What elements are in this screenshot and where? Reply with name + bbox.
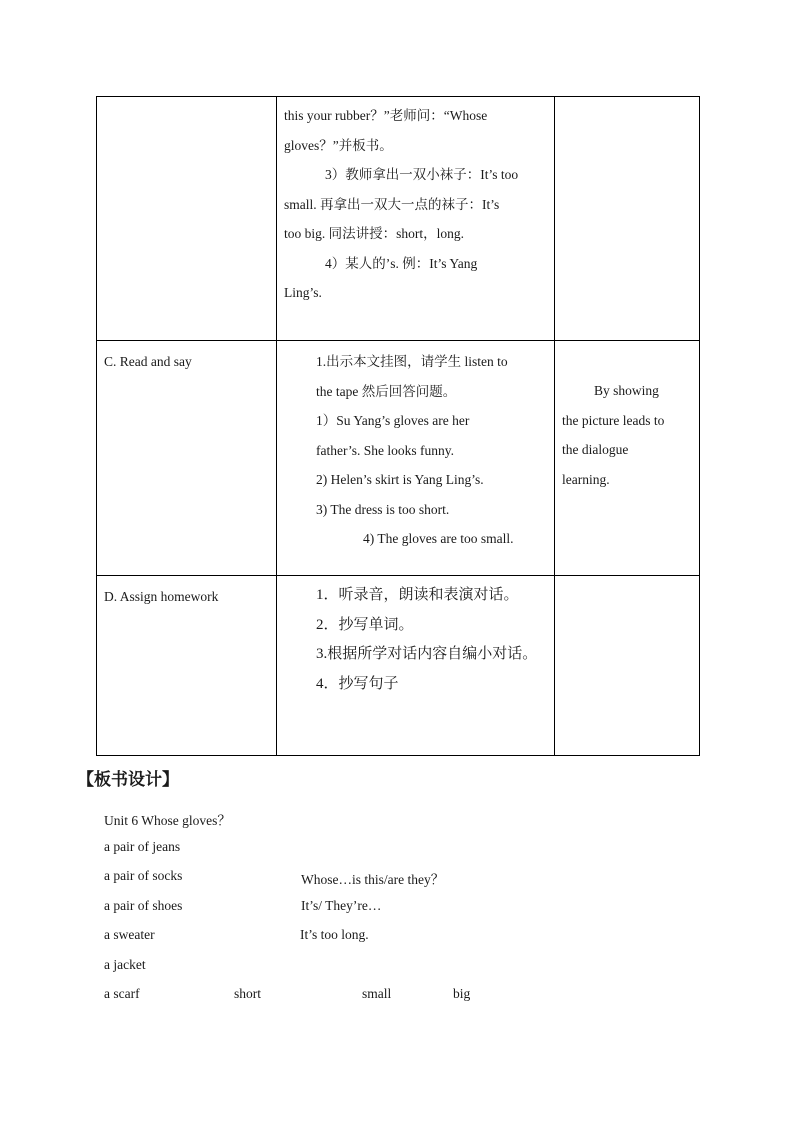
board-word: a pair of shoes	[104, 898, 183, 913]
board-adjective: short	[234, 986, 261, 1001]
stage-label	[97, 97, 276, 106]
purpose-line: the dialogue	[562, 442, 629, 457]
purpose-text	[555, 576, 699, 585]
stage-cell	[97, 97, 277, 341]
content-line: 1.出示本文挂图，请学生 listen to	[316, 354, 508, 369]
content-line: 2．抄写单词。	[316, 616, 414, 633]
purpose-cell	[555, 576, 700, 756]
content-line: 3) The dress is too short.	[316, 501, 450, 517]
board-design-heading: 【板书设计】	[77, 770, 179, 790]
content-line: 4）某人的’s. 例：It’s Yang	[325, 255, 478, 271]
board-sentence: Whose…is this/are they？	[301, 872, 445, 887]
board-word: a jacket	[104, 957, 146, 972]
content-cell	[277, 341, 555, 576]
board-sentence: It’s too long.	[300, 927, 369, 942]
content-line: 3）教师拿出一双小袜子：It’s too	[325, 167, 519, 182]
content-cell	[277, 97, 555, 341]
purpose-line: learning.	[562, 471, 610, 487]
stage-label: C. Read and say	[104, 354, 192, 369]
content-line: gloves？”并板书。	[284, 137, 393, 153]
table-row	[97, 97, 700, 341]
lesson-plan-table	[96, 96, 700, 756]
content-line: 4) The gloves are too small.	[363, 531, 514, 546]
board-word: a pair of socks	[104, 868, 183, 883]
content-cell	[277, 576, 555, 756]
content-line: 2) Helen’s skirt is Yang Ling’s.	[316, 472, 484, 487]
content-line: the tape 然后回答问题。	[316, 383, 457, 399]
stage-cell	[97, 341, 277, 576]
content-line: 1）Su Yang’s gloves are her	[316, 413, 470, 428]
board-sentence: It’s/ They’re…	[301, 898, 382, 913]
content-line: 1．听录音，朗读和表演对话。	[316, 587, 519, 603]
purpose-cell	[555, 341, 700, 576]
purpose-text	[555, 97, 699, 106]
board-title: Unit 6 Whose gloves？	[104, 813, 231, 828]
content-line: too big. 同法讲授：short，long.	[284, 226, 465, 241]
content-line: small. 再拿出一双大一点的袜子：It’s	[284, 196, 500, 212]
board-word: a pair of jeans	[104, 839, 181, 854]
content-line: father’s. She looks funny.	[316, 442, 454, 458]
stage-label: D. Assign homework	[104, 589, 219, 604]
content-line: this your rubber？”老师问：“Whose	[284, 108, 488, 123]
table-row	[97, 341, 700, 576]
content-line: 3.根据所学对话内容自编小对话。	[316, 646, 538, 662]
table-row	[97, 576, 700, 756]
board-adjective: small	[362, 986, 392, 1001]
content-line: 4．抄写句子	[316, 675, 399, 692]
board-word: a scarf	[104, 986, 140, 1001]
purpose-cell	[555, 97, 700, 341]
board-word: a sweater	[104, 927, 155, 942]
stage-cell	[97, 576, 277, 756]
purpose-line: the picture leads to	[562, 412, 665, 428]
board-adjective: big	[453, 986, 471, 1001]
content-line: Ling’s.	[284, 285, 322, 300]
purpose-line: By showing	[594, 383, 659, 398]
